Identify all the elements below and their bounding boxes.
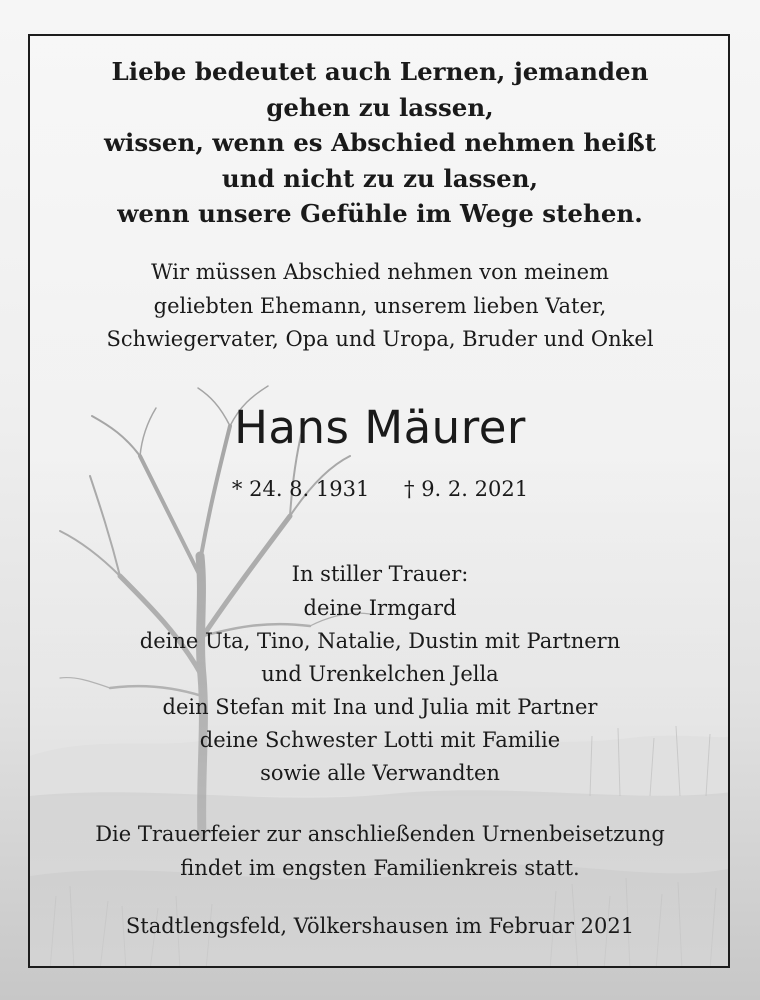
mourner-line: sowie alle Verwandten [260, 761, 500, 785]
funeral-notice [30, 818, 730, 885]
intro-line: Schwiegervater, Opa und Uropa, Bruder und Onkel [106, 327, 654, 351]
intro-line: geliebten Ehemann, unserem lieben Vater, [153, 293, 607, 318]
mourner-line: dein Stefan mit Ina und Julia mit Partner [162, 695, 598, 719]
mourner-line: deine Irmgard [303, 596, 457, 620]
notice-line: Die Trauerfeier zur anschließenden Urnenbeisetzung [95, 822, 665, 846]
verse [30, 54, 730, 232]
mourners-heading: In stiller Trauer: [291, 562, 469, 586]
verse-line: wissen, wenn es Abschied nehmen heißt [103, 128, 657, 157]
birth-date: * 24. 8. 1931 [231, 477, 370, 501]
place-date: Stadtlengsfeld, Völkershausen im Februar 2021 [125, 914, 635, 938]
intro-line: Wir müssen Abschied nehmen von meinem [151, 260, 609, 284]
deceased-name: Hans Mäurer [234, 401, 526, 454]
death-date: † 9. 2. 2021 [404, 477, 529, 501]
mourner-line: deine Schwester Lotti mit Familie [199, 728, 561, 752]
verse-line: gehen zu lassen, [266, 92, 494, 122]
life-dates [30, 473, 730, 505]
mourner-line: deine Uta, Tino, Natalie, Dustin mit Partnern [139, 629, 621, 653]
verse-line: wenn unsere Gefühle im Wege stehen. [117, 199, 643, 228]
intro-text [30, 256, 730, 357]
obituary-frame [28, 34, 730, 968]
verse-line: Liebe bedeutet auch Lernen, jemanden [111, 57, 649, 86]
mourner-line: und Urenkelchen Jella [261, 662, 499, 686]
verse-line: und nicht zu zu lassen, [221, 163, 539, 193]
mourners [30, 558, 730, 790]
notice-line: findet im engsten Familienkreis statt. [180, 855, 580, 880]
